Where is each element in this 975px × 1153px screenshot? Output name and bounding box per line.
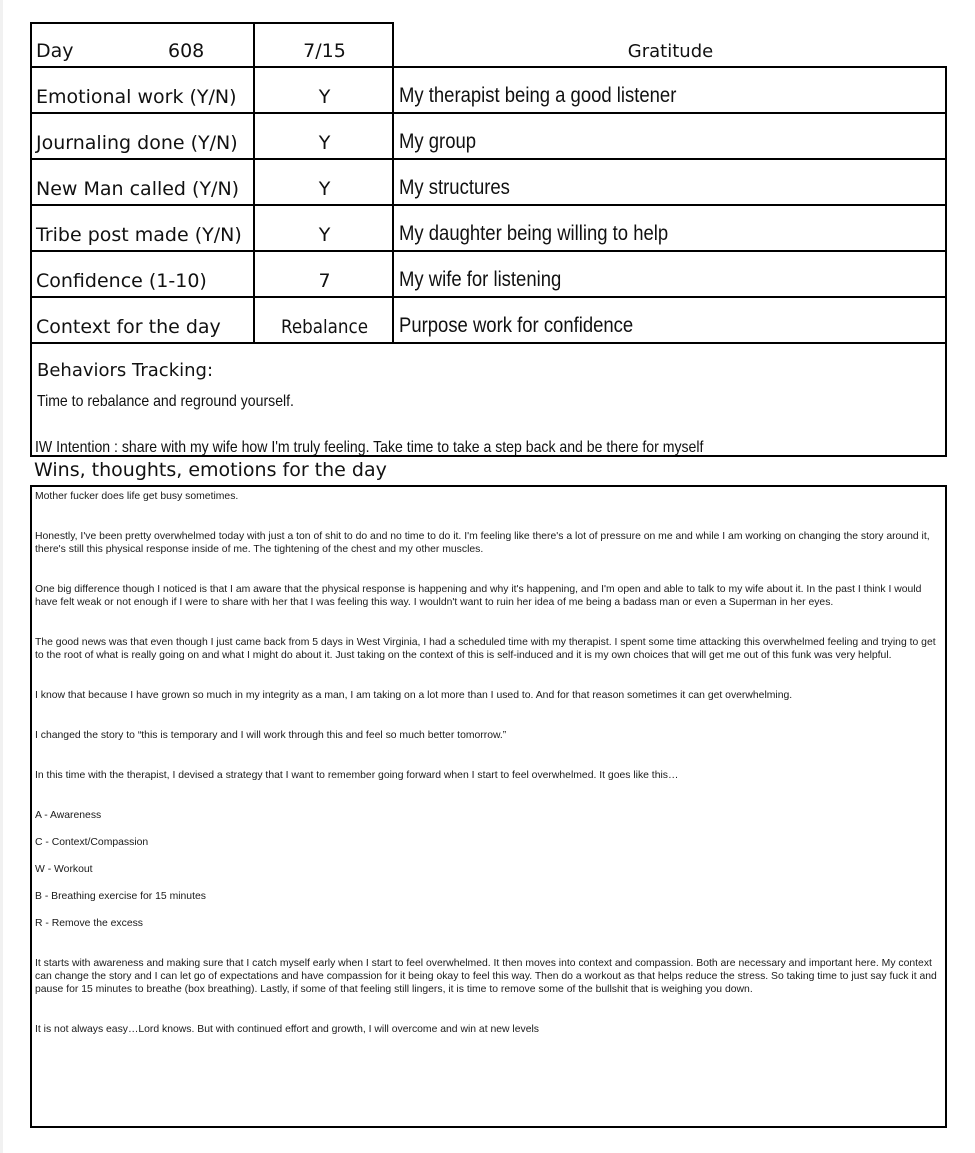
metric-value-cell	[253, 114, 394, 160]
behaviors-title: Behaviors Tracking:	[37, 360, 214, 381]
gratitude-cell	[392, 160, 947, 206]
journal-paragraph: One big difference though I noticed is that I am aware that the physical response is happening and why it's happening, and I'm open and able to talk to my wife about it. In the past I think I would have felt weak or not enough if I were to share with her that I was feeling this way. I wouldn't want to ruin her idea of me being a badass man or even a Superman in her eyes.	[35, 584, 922, 608]
gratitude-item: My structures	[399, 176, 510, 199]
metric-value-cell	[253, 206, 394, 252]
gratitude-item: My group	[399, 130, 477, 153]
metric-label-cell	[30, 298, 255, 344]
gratitude-item: My wife for listening	[399, 268, 562, 291]
date-value: 7/15	[303, 40, 346, 62]
gratitude-item: My therapist being a good listener	[399, 84, 677, 107]
metric-label-cell	[30, 252, 255, 298]
acronym-item: C - Context/Compassion	[35, 837, 149, 848]
metric-label: New Man called (Y/N)	[36, 178, 240, 200]
metric-value: 7	[318, 270, 331, 292]
gratitude-item: My daughter being willing to help	[399, 222, 669, 245]
metric-value: Y	[318, 224, 331, 246]
date-cell	[253, 22, 394, 68]
journal-paragraph: Honestly, I've been pretty overwhelmed today with just a ton of shit to do and no time to do it. I'm feeling like there's a lot of pressure on me and while I am working on changing the story around it, there's still this physical response inside of me. The tightening of the chest and my other muscles.	[35, 531, 930, 555]
tracker-row	[30, 68, 947, 114]
day-number: 608	[168, 40, 205, 62]
page-edge	[0, 0, 3, 1153]
behaviors-description: Time to rebalance and reground yourself.	[37, 393, 294, 410]
tracker-header-row	[30, 22, 947, 68]
gratitude-cell	[392, 206, 947, 252]
metric-label: Emotional work (Y/N)	[36, 86, 237, 108]
metric-label-cell	[30, 206, 255, 252]
acronym-item: W - Workout	[35, 864, 93, 875]
metric-value-cell	[253, 160, 394, 206]
metric-label: Tribe post made (Y/N)	[36, 224, 242, 246]
journal-paragraph: The good news was that even though I just came back from 5 days in West Virginia, I had a scheduled time with my therapist. I spent some time attacking this overwhelmed feeling and trying to get to the root of what is really going on and what I might do about it. Just taking on the context of this is self-induced and it is my own choices that will get me out of this funk was very helpful.	[35, 637, 936, 661]
day-label: Day	[36, 40, 74, 62]
metric-label-cell	[30, 68, 255, 114]
journal-entry-box	[30, 485, 947, 1128]
day-cell	[30, 22, 255, 68]
acronym-item: B - Breathing exercise for 15 minutes	[35, 891, 206, 902]
metric-value: Y	[318, 86, 331, 108]
acronym-item: A - Awareness	[35, 810, 102, 821]
metric-label-cell	[30, 160, 255, 206]
metric-value-cell	[253, 298, 394, 344]
journal-paragraph: Mother fucker does life get busy sometimes.	[35, 491, 239, 502]
metric-label: Context for the day	[36, 316, 221, 338]
journal-title: Wins, thoughts, emotions for the day	[34, 459, 387, 481]
tracker-row	[30, 206, 947, 252]
metric-value: Y	[318, 132, 331, 154]
tracker-row	[30, 114, 947, 160]
gratitude-item: Purpose work for confidence	[399, 314, 634, 337]
gratitude-cell	[392, 252, 947, 298]
gratitude-cell	[392, 68, 947, 114]
metric-value: Rebalance	[281, 316, 368, 338]
gratitude-cell	[392, 114, 947, 160]
metric-value-cell	[253, 68, 394, 114]
behaviors-tracking-box	[30, 344, 947, 457]
metric-label: Confidence (1-10)	[36, 270, 207, 292]
journal-paragraph: In this time with the therapist, I devised a strategy that I want to remember going forward when I start to feel overwhelmed. It goes like this…	[35, 770, 679, 781]
gratitude-heading: Gratitude	[627, 41, 714, 62]
journal-paragraph: I know that because I have grown so much in my integrity as a man, I am taking on a lot more than I used to. And for that reason sometimes it can get overwhelming.	[35, 690, 793, 701]
intention-text: IW Intention : share with my wife how I'm truly feeling. Take time to take a step back and be there for myself	[35, 439, 704, 456]
journal-paragraph: It is not always easy…Lord knows. But with continued effort and growth, I will overcome and win at new levels	[35, 1024, 540, 1035]
metric-value: Y	[318, 178, 331, 200]
tracker-row	[30, 252, 947, 298]
tracker-row	[30, 298, 947, 344]
gratitude-cell	[392, 298, 947, 344]
daily-tracker-table	[30, 22, 947, 344]
metric-value-cell	[253, 252, 394, 298]
metric-label: Journaling done (Y/N)	[36, 132, 238, 154]
gratitude-header-cell	[392, 22, 947, 68]
journal-paragraph: I changed the story to “this is temporary and I will work through this and feel so much better tomorrow.”	[35, 730, 507, 741]
acronym-item: R - Remove the excess	[35, 918, 143, 929]
metric-label-cell	[30, 114, 255, 160]
tracker-row	[30, 160, 947, 206]
journal-paragraph: It starts with awareness and making sure that I catch myself early when I start to feel overwhelmed. It then moves into context and compassion. Both are necessary and important here. My context can change the story and I can let go of expectations and have compassion for it being okay to feel this way. Then do a workout as that helps reduce the stress. So taking time to just say fuck it and pause for 15 minutes to breathe (box breathing). Lastly, if some of that feeling still lingers, it is time to remove some of the bullshit that is weighing you down.	[35, 958, 937, 995]
